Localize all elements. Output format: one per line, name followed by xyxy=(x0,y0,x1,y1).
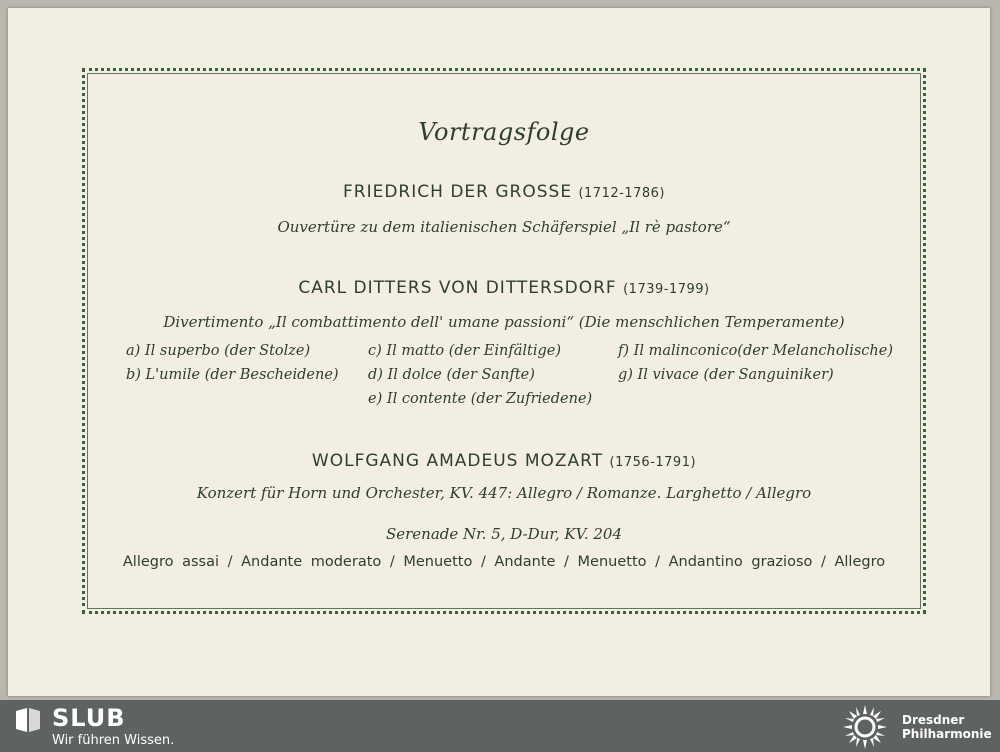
movement-item: d) Il dolce (der Sanfte) xyxy=(368,367,535,383)
movement-column xyxy=(618,343,893,391)
movement-line: Allegro assai / Andante moderato / Menuetto / Andante / Menuetto / Andantino grazioso / Allegro xyxy=(122,554,886,570)
movement-item: a) Il superbo (der Stolze) xyxy=(126,343,311,359)
work-title: Divertimento „Il combattimento dell' umane passioni“ (Die menschlichen Temperamente) xyxy=(163,313,845,331)
work-title: Serenade Nr. 5, D-Dur, KV. 204 xyxy=(385,525,622,543)
movement-item: g) Il vivace (der Sanguiniker) xyxy=(618,367,834,383)
movement-item: f) Il malinconico(der Melancholische) xyxy=(618,343,894,359)
composer-name: CARL DITTERS VON DITTERSDORF xyxy=(298,278,617,298)
partner-name xyxy=(902,713,992,741)
composer-heading xyxy=(90,278,918,298)
movement-column xyxy=(126,343,339,391)
movement-item: b) L'umile (der Bescheidene) xyxy=(126,367,339,383)
library-logo-text[interactable]: SLUB xyxy=(52,704,126,732)
partner-name-line2: Philharmonie xyxy=(902,727,992,741)
footer-bar xyxy=(0,700,1000,752)
composer-name: WOLFGANG AMADEUS MOZART xyxy=(311,451,604,471)
sunburst-logo-icon[interactable] xyxy=(842,704,888,750)
movement-item: e) Il contente (der Zufriedene) xyxy=(368,391,593,407)
library-tagline: Wir führen Wissen. xyxy=(52,733,175,748)
composer-years: (1739-1799) xyxy=(623,282,710,297)
movement-column xyxy=(368,343,592,415)
book-icon xyxy=(14,706,42,734)
program-title: Vortragsfolge xyxy=(418,118,590,146)
work-title: Konzert für Horn und Orchester, KV. 447: Allegro / Romanze. Larghetto / Allegro xyxy=(196,484,812,502)
composer-heading xyxy=(90,451,918,471)
composer-heading xyxy=(90,182,918,202)
partner-name-line1: Dresdner xyxy=(902,713,965,727)
composer-name: FRIEDRICH DER GROSSE xyxy=(343,182,573,202)
composer-years: (1712-1786) xyxy=(578,186,665,201)
movement-item: c) Il matto (der Einfältige) xyxy=(368,343,562,359)
composer-years: (1756-1791) xyxy=(609,455,697,470)
work-title: Ouvertüre zu dem italienischen Schäferspiel „Il rè pastore“ xyxy=(277,218,731,236)
